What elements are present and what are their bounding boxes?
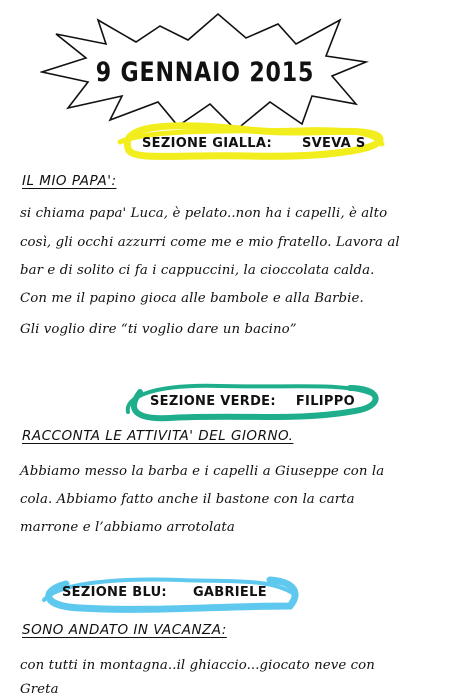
- heading-racconta-attivita: RACCONTA LE ATTIVITA' DEL GIORNO.: [22, 428, 294, 444]
- section-label: SEZIONE BLU:: [62, 585, 167, 600]
- text-line: così, gli occhi azzurri come me e mio fratello. Lavora al: [20, 235, 400, 250]
- date-title: 9 GENNAIO 2015: [95, 56, 315, 88]
- child-name: FILIPPO: [295, 394, 355, 409]
- section-gialla-header: [0, 118, 470, 168]
- text-line: si chiama papa' Luca, è pelato..non ha i capelli, è alto: [20, 206, 388, 221]
- text-line: Gli voglio dire “ti voglio dare un bacino”: [20, 322, 297, 337]
- heading-sono-andato-in-vacanza: SONO ANDATO IN VACANZA:: [22, 622, 227, 638]
- text-line: Con me il papino gioca alle bambole e alla Barbie.: [20, 291, 364, 306]
- section-blu-header: [0, 570, 470, 620]
- section-verde-header: [0, 378, 470, 428]
- section-label: SEZIONE VERDE:: [150, 394, 276, 409]
- text-line: Abbiamo messo la barba e i capelli a Giuseppe con la: [20, 464, 385, 479]
- child-name: SVEVA S: [301, 136, 366, 151]
- section-title: [150, 394, 355, 409]
- text-line: con tutti in montagna..il ghiaccio...giocato neve con: [20, 658, 375, 673]
- heading-il-mio-papa: IL MIO PAPA':: [22, 173, 117, 189]
- text-line: cola. Abbiamo fatto anche il bastone con la carta: [20, 492, 355, 507]
- section-title: [142, 136, 366, 151]
- text-line: marrone e l’abbiamo arrotolata: [20, 520, 235, 535]
- section-title: [62, 585, 267, 600]
- text-line: bar e di solito ci fa i cappuccini, la cioccolata calda.: [20, 263, 375, 278]
- child-name: GABRIELE: [192, 585, 267, 600]
- section-label: SEZIONE GIALLA:: [142, 136, 272, 151]
- text-line: Greta: [20, 682, 59, 697]
